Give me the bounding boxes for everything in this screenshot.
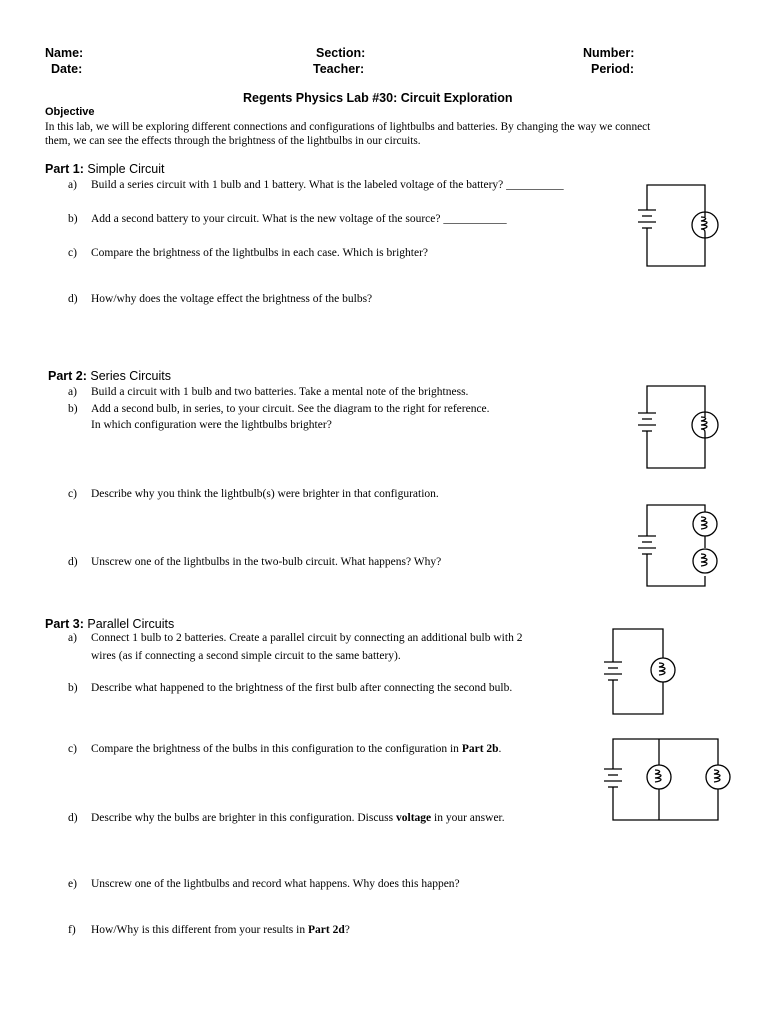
part1-a-letter: a): [68, 179, 77, 191]
date-label: Date:: [51, 62, 83, 76]
part1-heading: Part 1: Simple Circuit: [45, 162, 165, 176]
part1-a-text: Build a series circuit with 1 bulb and 1 battery. What is the labeled voltage of the battery? __________: [91, 179, 564, 191]
part3-c-text: Compare the brightness of the bulbs in this configuration to the configuration in Part 2b.: [91, 743, 502, 755]
lightbulb-icon: [692, 412, 718, 438]
lightbulb-icon: [692, 212, 718, 238]
part1-b-text: Add a second battery to your circuit. What is the new voltage of the source? ___________: [91, 213, 507, 225]
part2-b-text: Add a second bulb, in series, to your circuit. See the diagram to the right for reference.: [91, 403, 490, 415]
part2-d-text: Unscrew one of the lightbulbs in the two-bulb circuit. What happens? Why?: [91, 556, 442, 568]
part2-c-text: Describe why you think the lightbulb(s) were brighter in that configuration.: [91, 488, 439, 500]
parallel-single-bulb-diagram: [598, 625, 708, 720]
part2-a-letter: a): [68, 386, 77, 398]
part3-heading: Part 3: Parallel Circuits: [45, 617, 175, 631]
part2-heading: Part 2: Series Circuits: [48, 369, 171, 383]
part3-f-letter: f): [68, 924, 76, 936]
part3-e-letter: e): [68, 878, 77, 890]
part2-d-letter: d): [68, 556, 78, 568]
part3-b-text: Describe what happened to the brightness of the first bulb after connecting the second bulb.: [91, 682, 513, 694]
parallel-circuit-diagram: [598, 735, 738, 830]
part1-d-letter: d): [68, 293, 78, 305]
part3-b-letter: b): [68, 682, 78, 694]
part2-b-letter: b): [68, 403, 78, 415]
name-label: Name:: [45, 46, 84, 60]
part2-c-letter: c): [68, 488, 77, 500]
part1-c-text: Compare the brightness of the lightbulbs in each case. Which is brighter?: [91, 247, 429, 259]
number-label: Number:: [583, 46, 635, 60]
objective-heading: Objective: [45, 106, 95, 118]
objective-line-2: them, we can see the effects through the brightness of the lightbulbs in our circuits.: [45, 135, 421, 147]
part1-b-letter: b): [68, 213, 78, 225]
section-label: Section:: [316, 46, 366, 60]
part3-a-text-2: wires (as if connecting a second simple circuit to the same battery).: [91, 650, 401, 662]
part3-c-letter: c): [68, 743, 77, 755]
part2-a-text: Build a circuit with 1 bulb and two batteries. Take a mental note of the brightness.: [91, 386, 469, 398]
period-label: Period:: [591, 62, 635, 76]
lightbulb-icon: [706, 765, 730, 789]
part3-a-letter: a): [68, 632, 77, 644]
teacher-label: Teacher:: [313, 62, 365, 76]
lightbulb-icon: [651, 658, 675, 682]
lightbulb-icon: [693, 512, 717, 536]
part3-d-letter: d): [68, 812, 78, 824]
part1-d-text: How/why does the voltage effect the brightness of the bulbs?: [91, 293, 373, 305]
part2-b-text-2: In which configuration were the lightbulbs brighter?: [91, 419, 332, 431]
lightbulb-icon: [647, 765, 671, 789]
simple-circuit-diagram: [620, 180, 730, 275]
series-circuit-diagram: [625, 500, 735, 595]
part3-f-text: How/Why is this different from your results in Part 2d?: [91, 924, 350, 936]
page-title: Regents Physics Lab #30: Circuit Exploration: [243, 91, 513, 105]
part3-a-text: Connect 1 bulb to 2 batteries. Create a parallel circuit by connecting an additional bulb with 2: [91, 632, 523, 644]
single-bulb-two-battery-diagram: [625, 380, 735, 475]
lightbulb-icon: [693, 549, 717, 573]
part3-d-text: Describe why the bulbs are brighter in this configuration. Discuss voltage in your answer.: [91, 812, 505, 824]
part3-e-text: Unscrew one of the lightbulbs and record what happens. Why does this happen?: [91, 878, 460, 890]
objective-line-1: In this lab, we will be exploring different connections and configurations of lightbulbs and batteries. By changing the way we connect: [45, 121, 651, 133]
part1-c-letter: c): [68, 247, 77, 259]
